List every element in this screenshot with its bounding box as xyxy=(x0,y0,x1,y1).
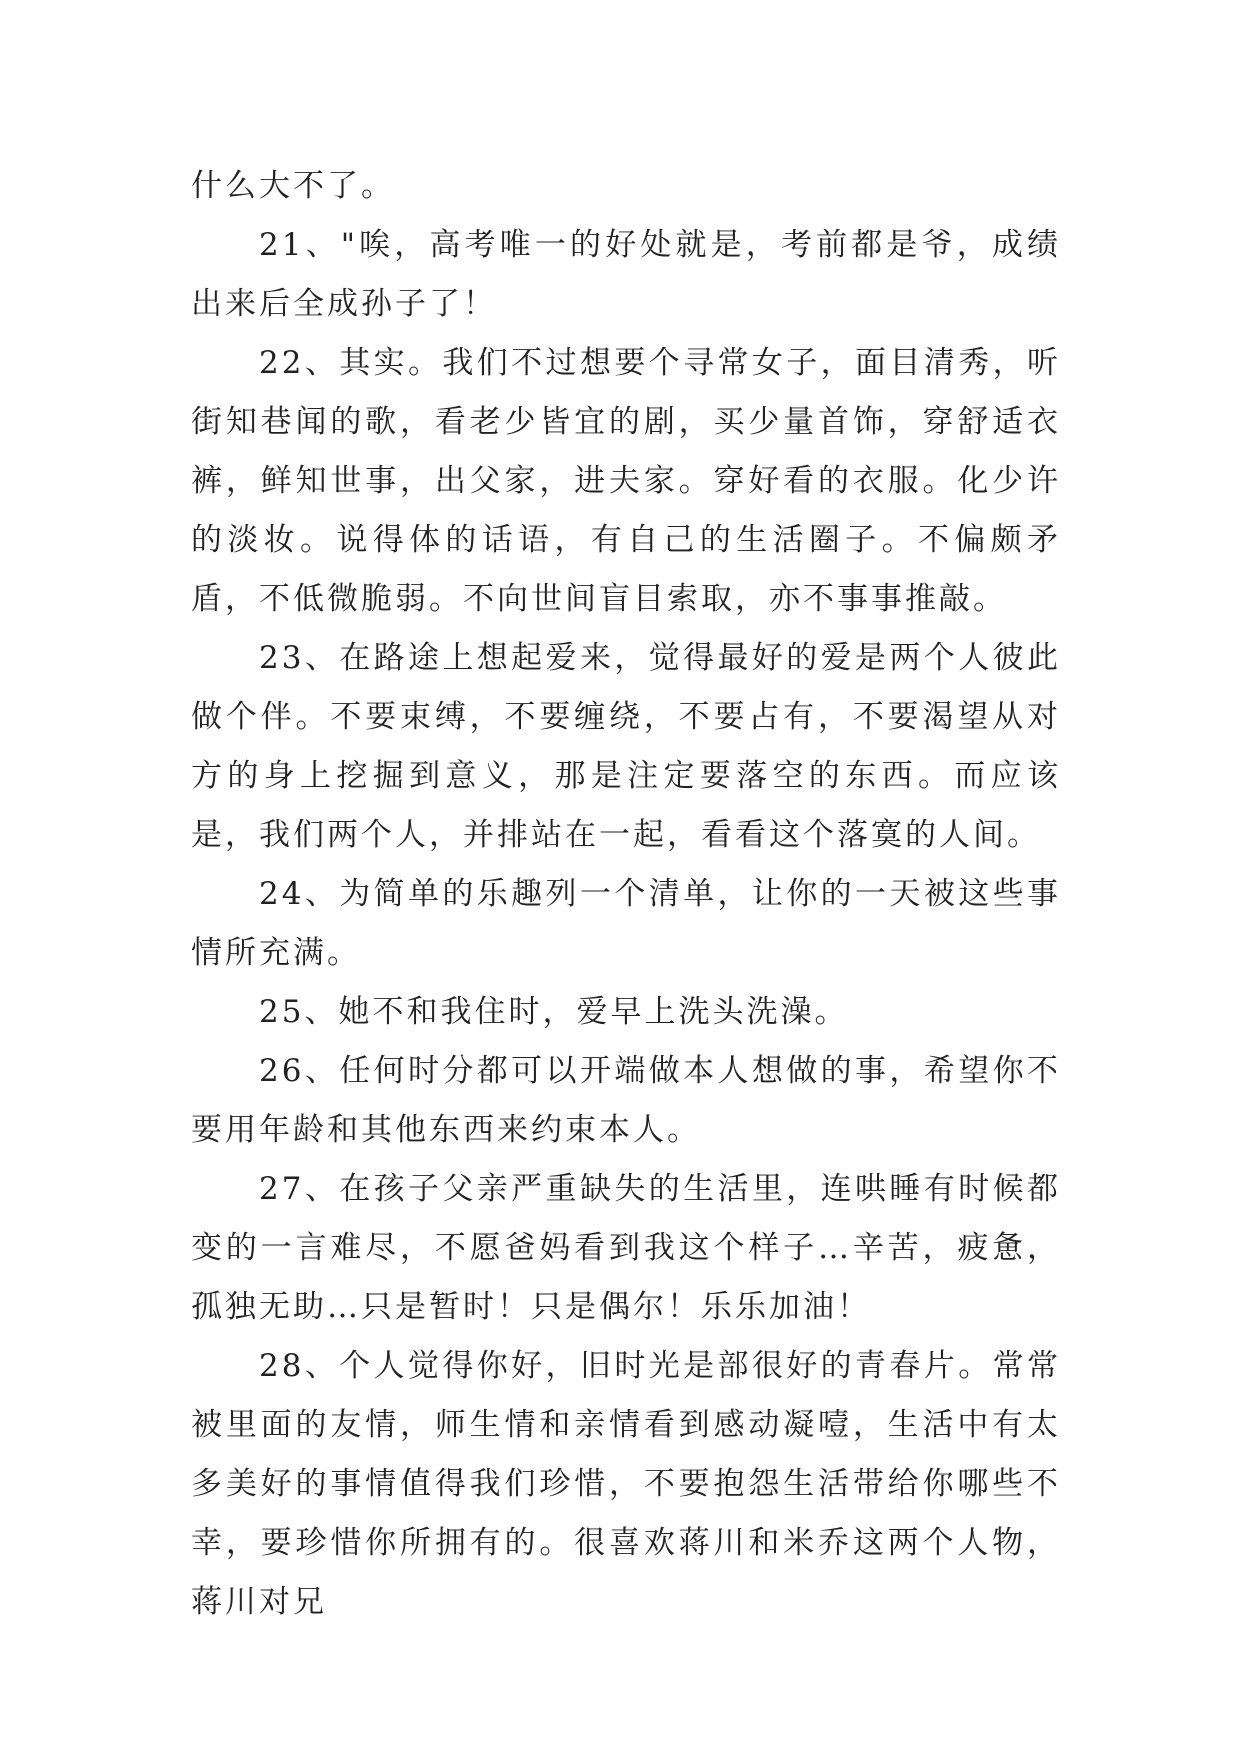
paragraph: 25、她不和我住时，爱早上洗头洗澡。 xyxy=(259,994,849,1030)
text-body xyxy=(191,157,1061,1632)
paragraph: 26、任何时分都可以开端做本人想做的事，希望你不要用年龄和其他东西来约束本人。 xyxy=(191,1053,1061,1148)
paragraph: 21、"唉，高考唯一的好处就是，考前都是爷，成绩出来后全成孙子了！ xyxy=(191,227,1061,322)
paragraph: 24、为简单的乐趣列一个清单，让你的一天被这些事情所充满。 xyxy=(191,876,1061,971)
paragraph: 23、在路途上想起爱来，觉得最好的爱是两个人彼此做个伴。不要束缚，不要缠绕，不要占有，不要渴望从对方的身上挖掘到意义，那是注定要落空的东西。而应该是，我们两个人，并排站在一起，看看这个落寞的人间。 xyxy=(191,640,1061,853)
paragraph: 28、个人觉得你好，旧时光是部很好的青春片。常常被里面的友情，师生情和亲情看到感动凝噎，生活中有太多美好的事情值得我们珍惜，不要抱怨生活带给你哪些不幸，要珍惜你所拥有的。很喜欢蒋川和米乔这两个人物，蒋川对兄 xyxy=(191,1348,1061,1620)
paragraph: 27、在孩子父亲严重缺失的生活里，连哄睡有时候都变的一言难尽，不愿爸妈看到我这个样子…辛苦，疲惫，孤独无助…只是暂时！只是偶尔！乐乐加油！ xyxy=(191,1171,1061,1325)
paragraph: 22、其实。我们不过想要个寻常女子，面目清秀，听街知巷闻的歌，看老少皆宜的剧，买少量首饰，穿舒适衣裤，鲜知世事，出父家，进夫家。穿好看的衣服。化少许的淡妆。说得体的话语，有自己的生活圈子。不偏颇矛盾，不低微脆弱。不向世间盲目索取，亦不事事推敲。 xyxy=(191,345,1061,617)
paragraph: 什么大不了。 xyxy=(191,168,395,204)
